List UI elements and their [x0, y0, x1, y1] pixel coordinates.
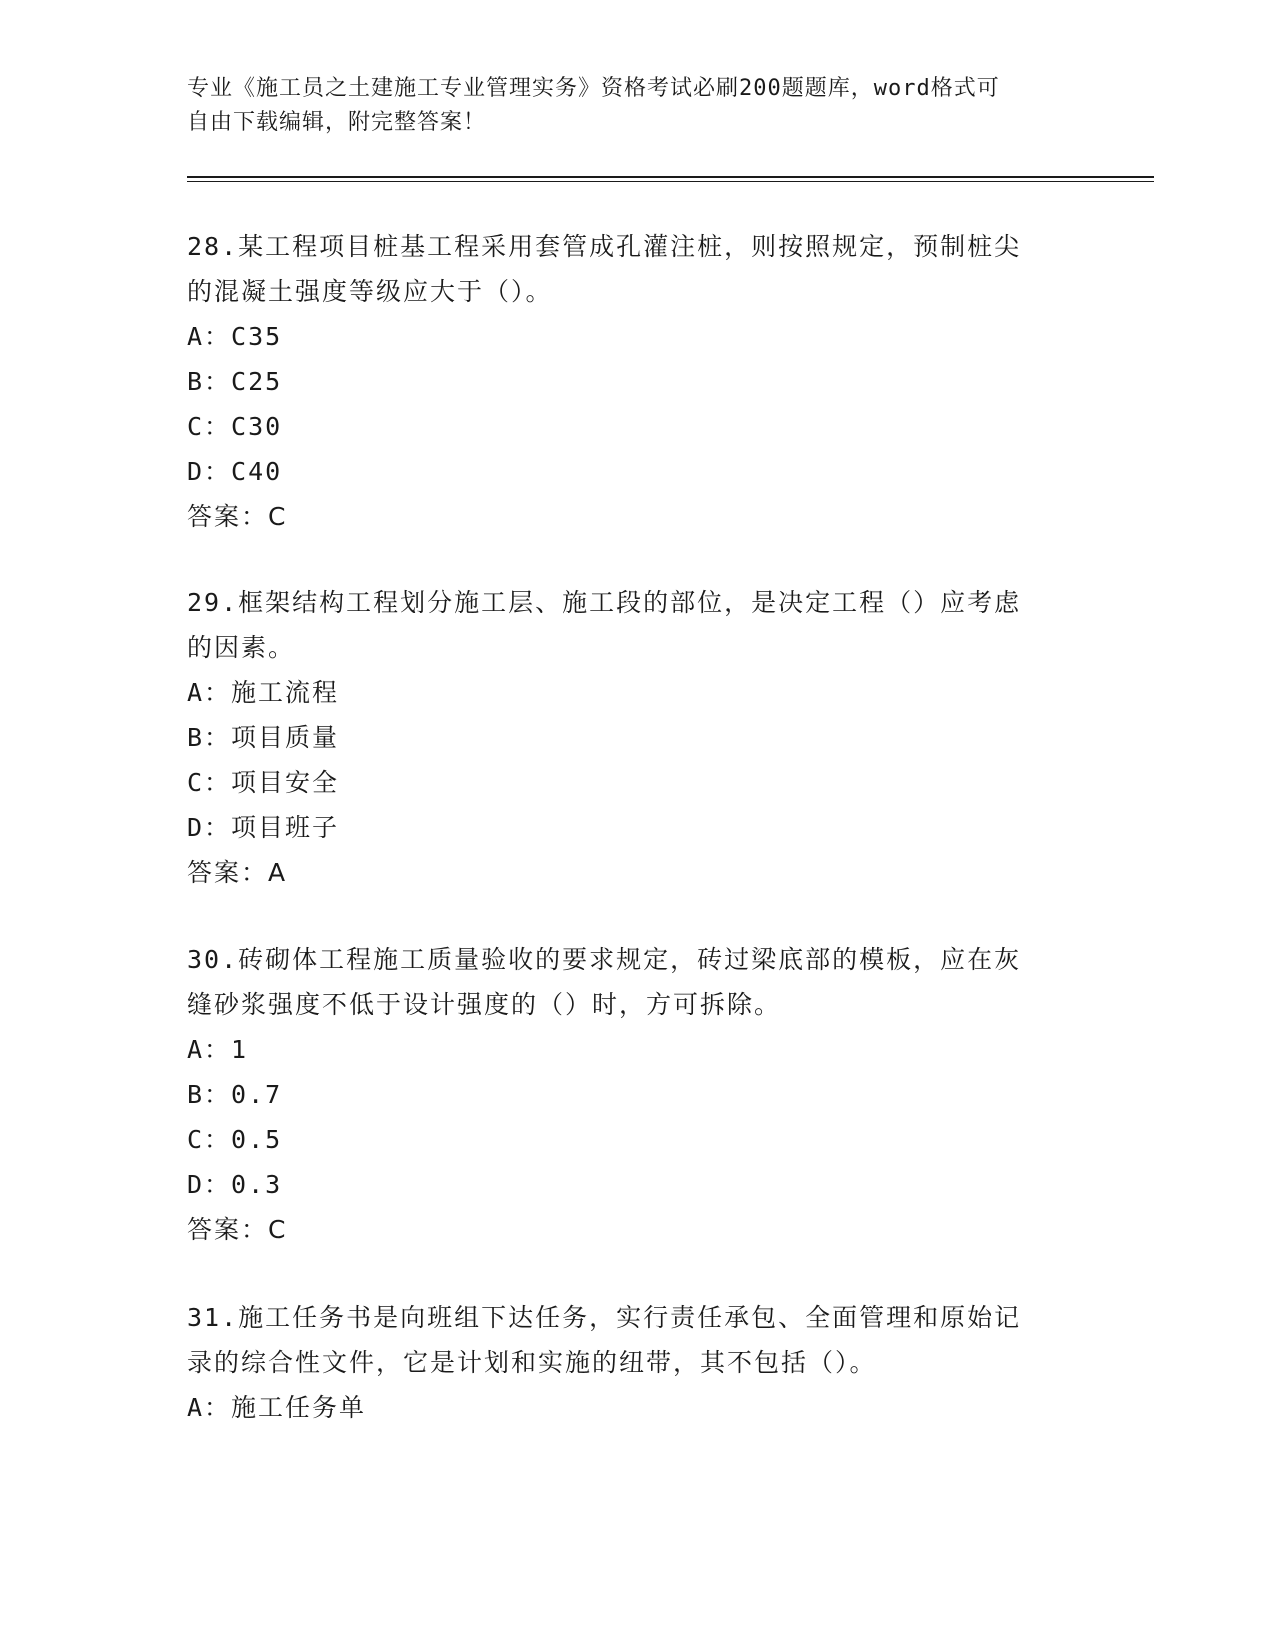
header-line-2: 自由下载编辑，附完整答案！	[187, 110, 487, 135]
header-divider-thick	[187, 176, 1154, 178]
question-stem: 29.框架结构工程划分施工层、施工段的部位，是决定工程（）应考虑	[187, 588, 1022, 617]
question-29	[187, 580, 1087, 895]
question-stem: 28.某工程项目桩基工程采用套管成孔灌注桩，则按照规定，预制桩尖	[187, 232, 1022, 261]
question-stem-cont: 录的综合性文件，它是计划和实施的纽带，其不包括（）。	[187, 1348, 877, 1377]
document-header	[187, 72, 1067, 140]
option-a: A：1	[187, 1035, 249, 1064]
answer: 答案：A	[187, 858, 288, 887]
option-c: C：C30	[187, 412, 283, 441]
question-stem-cont: 的因素。	[187, 633, 296, 662]
question-28	[187, 224, 1087, 539]
answer: 答案：C	[187, 502, 288, 531]
question-stem: 31.施工任务书是向班组下达任务，实行责任承包、全面管理和原始记	[187, 1303, 1022, 1332]
option-a: A：C35	[187, 322, 283, 351]
answer: 答案：C	[187, 1215, 288, 1244]
question-stem: 30.砖砌体工程施工质量验收的要求规定，砖过梁底部的模板，应在灰	[187, 945, 1022, 974]
option-a: A：施工任务单	[187, 1393, 367, 1422]
option-d: D：C40	[187, 457, 283, 486]
option-a: A：施工流程	[187, 678, 340, 707]
option-d: D：0.3	[187, 1170, 283, 1199]
question-stem-cont: 缝砂浆强度不低于设计强度的（）时，方可拆除。	[187, 990, 782, 1019]
option-d: D：项目班子	[187, 813, 340, 842]
option-b: B：C25	[187, 367, 283, 396]
question-30	[187, 937, 1087, 1252]
option-b: B：0.7	[187, 1080, 283, 1109]
option-b: B：项目质量	[187, 723, 340, 752]
question-31	[187, 1295, 1087, 1430]
header-divider-thin	[187, 181, 1154, 182]
header-line-1: 专业《施工员之土建施工专业管理实务》资格考试必刷200题题库，word格式可	[187, 76, 1000, 101]
option-c: C：项目安全	[187, 768, 340, 797]
question-stem-cont: 的混凝土强度等级应大于（）。	[187, 277, 553, 306]
option-c: C：0.5	[187, 1125, 283, 1154]
